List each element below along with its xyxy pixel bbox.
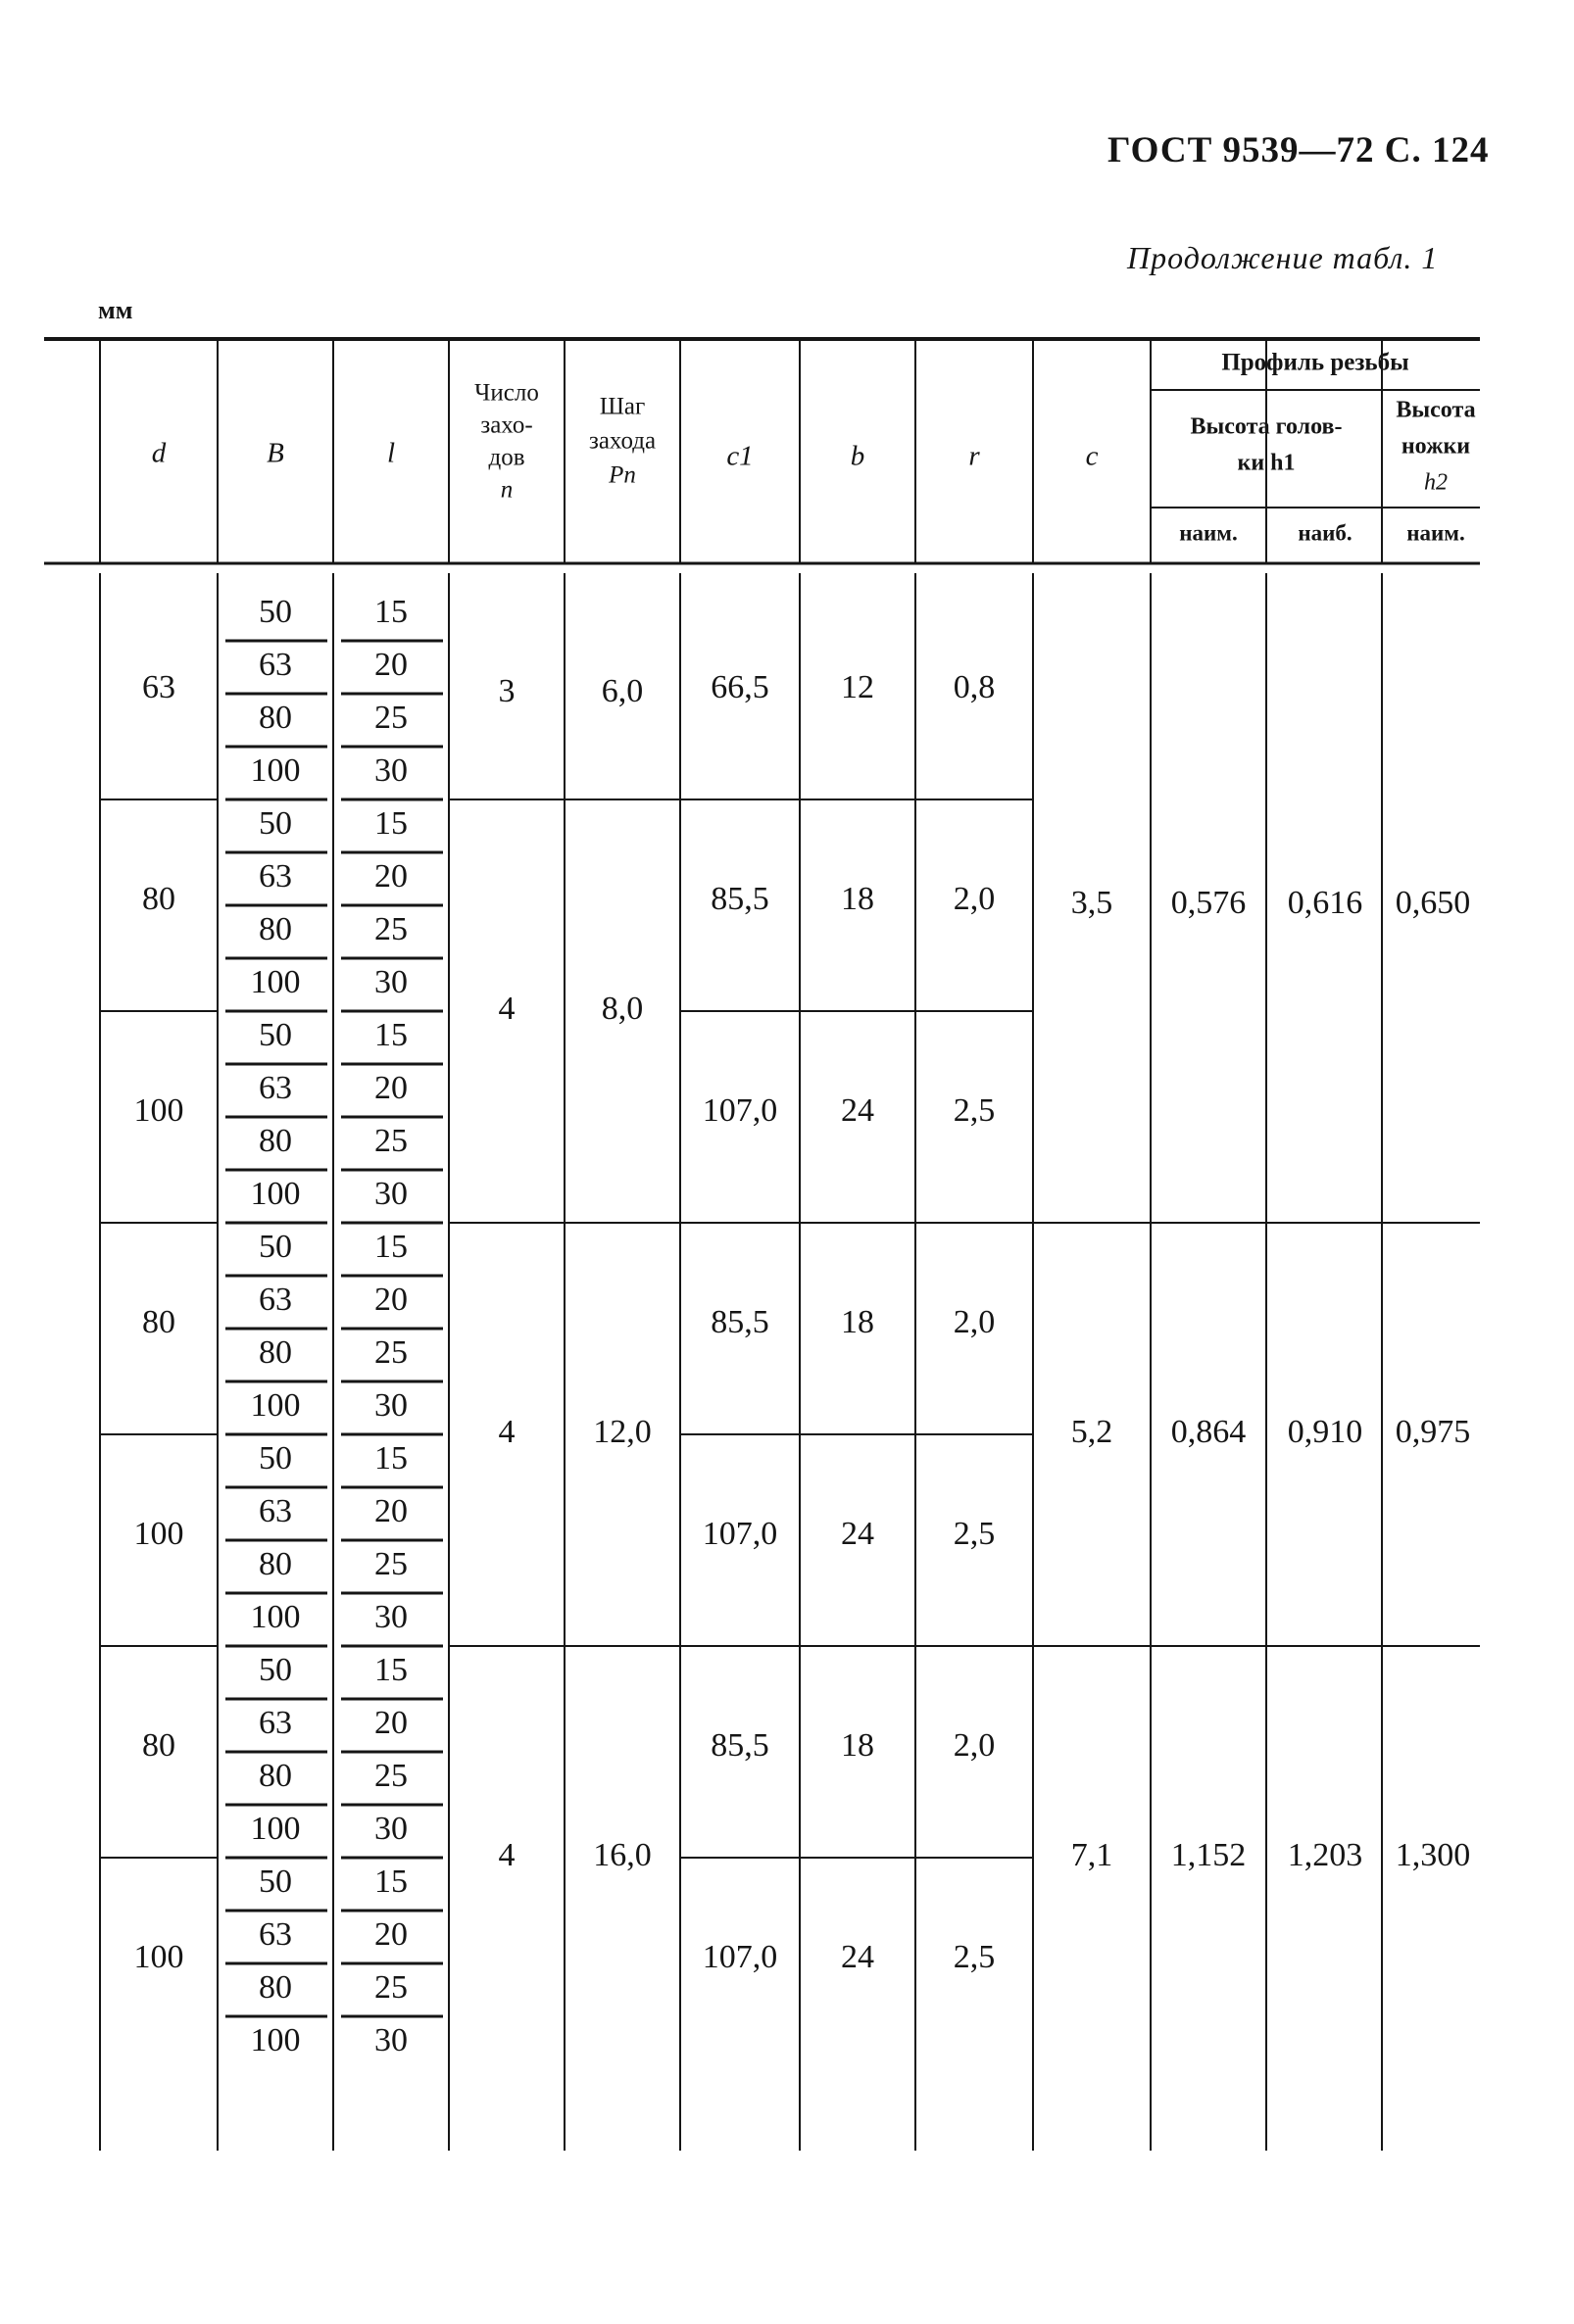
cell-b-width: 80: [259, 1757, 292, 1794]
cell-l: 30: [374, 1810, 408, 1847]
cell-d: 100: [133, 1938, 184, 1975]
cell-b-width: 100: [250, 963, 301, 1000]
cell-l: 15: [374, 1439, 408, 1477]
header-c1: c1: [726, 440, 754, 472]
cell-l: 20: [374, 857, 408, 895]
cell-c1: 107,0: [702, 1938, 778, 1975]
cell-r: 0,8: [953, 668, 996, 705]
cell-h2-min: 0,975: [1395, 1413, 1471, 1450]
cell-l: 25: [374, 1122, 408, 1159]
cell-b-width: 50: [259, 1016, 292, 1053]
cell-b-width: 80: [259, 910, 292, 947]
header-h1: Высота голов-: [1190, 413, 1343, 440]
cell-b-width: 80: [259, 1333, 292, 1371]
table-text: [134, 350, 1476, 2058]
unit-label: мм: [98, 296, 133, 324]
cell-h1-max: 0,616: [1287, 884, 1363, 921]
cell-c1: 107,0: [702, 1091, 778, 1129]
cell-b-width: 63: [259, 646, 292, 683]
cell-n: 3: [498, 672, 516, 709]
cell-l: 15: [374, 1651, 408, 1688]
cell-l: 25: [374, 699, 408, 736]
header-b: b: [850, 440, 865, 472]
cell-b-width: 100: [250, 1175, 301, 1212]
cell-b: 24: [841, 1938, 874, 1975]
cell-b-width: 100: [250, 2021, 301, 2058]
cell-pn: 16,0: [593, 1836, 652, 1873]
cell-n: 4: [498, 1413, 516, 1450]
cell-h1-min: 1,152: [1170, 1836, 1247, 1873]
cell-l: 25: [374, 1757, 408, 1794]
cell-b-width: 50: [259, 1651, 292, 1688]
cell-h1-max: 0,910: [1287, 1413, 1363, 1450]
cell-b: 18: [841, 880, 874, 917]
cell-d: 100: [133, 1515, 184, 1552]
cell-l: 30: [374, 1175, 408, 1212]
cell-h2-min: 1,300: [1395, 1836, 1471, 1873]
cell-l: 25: [374, 1968, 408, 2006]
header-n: дов: [488, 444, 525, 471]
cell-l: 25: [374, 1545, 408, 1582]
cell-r: 2,0: [953, 1726, 996, 1764]
header-pn: захода: [588, 427, 657, 455]
header-h1-min: наим.: [1179, 520, 1238, 546]
cell-l: 20: [374, 646, 408, 683]
cell-r: 2,5: [953, 1938, 996, 1975]
cell-l: 15: [374, 804, 408, 842]
cell-l: 30: [374, 2021, 408, 2058]
cell-b-width: 80: [259, 1545, 292, 1582]
header-l: l: [386, 437, 396, 469]
header-h2-min: наим.: [1406, 520, 1465, 546]
header-c: c: [1085, 440, 1099, 472]
cell-l: 20: [374, 1915, 408, 1953]
cell-l: 15: [374, 593, 408, 630]
cell-h1-min: 0,864: [1170, 1413, 1247, 1450]
cell-b: 18: [841, 1726, 874, 1764]
header-pn: Pn: [609, 461, 636, 489]
cell-d: 100: [133, 1091, 184, 1129]
cell-b-width: 63: [259, 1915, 292, 1953]
cell-r: 2,0: [953, 1303, 996, 1340]
cell-n: 4: [498, 1836, 516, 1873]
cell-pn: 12,0: [593, 1413, 652, 1450]
cell-c1: 85,5: [711, 1726, 769, 1764]
cell-b-width: 80: [259, 1968, 292, 2006]
cell-b-width: 63: [259, 1492, 292, 1529]
cell-c1: 85,5: [711, 880, 769, 917]
cell-l: 20: [374, 1281, 408, 1318]
cell-b-width: 80: [259, 1122, 292, 1159]
cell-b-width: 63: [259, 857, 292, 895]
header-h1: ки h1: [1237, 450, 1296, 476]
cell-l: 30: [374, 1386, 408, 1424]
cell-b: 12: [841, 668, 874, 705]
header-h2: ножки: [1401, 433, 1471, 460]
cell-d: 80: [142, 1726, 175, 1764]
cell-b-width: 100: [250, 1810, 301, 1847]
cell-l: 30: [374, 963, 408, 1000]
cell-b-width: 63: [259, 1069, 292, 1106]
cell-b-width: 63: [259, 1281, 292, 1318]
cell-l: 20: [374, 1492, 408, 1529]
cell-l: 25: [374, 910, 408, 947]
cell-r: 2,0: [953, 880, 996, 917]
cell-d: 80: [142, 880, 175, 917]
cell-l: 25: [374, 1333, 408, 1371]
document-reference: ГОСТ 9539—72 С. 124: [1107, 130, 1490, 170]
cell-r: 2,5: [953, 1515, 996, 1552]
cell-b-width: 50: [259, 1863, 292, 1900]
cell-b-width: 100: [250, 751, 301, 789]
cell-b-width: 80: [259, 699, 292, 736]
cell-b: 18: [841, 1303, 874, 1340]
cell-b-width: 50: [259, 1228, 292, 1265]
header-h1-max: наиб.: [1298, 520, 1353, 546]
header-n: n: [500, 476, 514, 504]
cell-c1: 85,5: [711, 1303, 769, 1340]
header-n: Число: [474, 379, 539, 407]
cell-c1: 66,5: [711, 668, 769, 705]
table-continuation-caption: Продолжение табл. 1: [1127, 240, 1439, 275]
header-pn: Шаг: [599, 393, 646, 420]
cell-b: 24: [841, 1515, 874, 1552]
header-r: r: [968, 440, 980, 472]
cell-l: 20: [374, 1069, 408, 1106]
cell-h1-min: 0,576: [1170, 884, 1247, 921]
cell-b-width: 50: [259, 1439, 292, 1477]
cell-b: 24: [841, 1091, 874, 1129]
cell-l: 15: [374, 1863, 408, 1900]
header-n: захо-: [480, 412, 533, 439]
cell-pn: 8,0: [601, 990, 644, 1027]
cell-c: 7,1: [1070, 1836, 1113, 1873]
cell-b-width: 50: [259, 804, 292, 842]
header-b-width: B: [267, 437, 284, 469]
cell-h1-max: 1,203: [1287, 1836, 1363, 1873]
cell-l: 30: [374, 1598, 408, 1635]
cell-b-width: 50: [259, 593, 292, 630]
cell-l: 30: [374, 751, 408, 789]
cell-l: 15: [374, 1228, 408, 1265]
cell-l: 15: [374, 1016, 408, 1053]
cell-d: 63: [142, 668, 175, 705]
cell-r: 2,5: [953, 1091, 996, 1129]
cell-b-width: 100: [250, 1386, 301, 1424]
cell-b-width: 100: [250, 1598, 301, 1635]
header-h2: Высота: [1396, 397, 1476, 423]
cell-pn: 6,0: [601, 672, 644, 709]
cell-c: 5,2: [1070, 1413, 1113, 1450]
cell-c1: 107,0: [702, 1515, 778, 1552]
cell-h2-min: 0,650: [1395, 884, 1471, 921]
cell-n: 4: [498, 990, 516, 1027]
cell-b-width: 63: [259, 1704, 292, 1741]
cell-d: 80: [142, 1303, 175, 1340]
header-thread-profile: Профиль резьбы: [1221, 349, 1409, 376]
header-h2: h2: [1424, 469, 1448, 496]
header-d: d: [151, 437, 167, 469]
cell-c: 3,5: [1070, 884, 1113, 921]
cell-l: 20: [374, 1704, 408, 1741]
